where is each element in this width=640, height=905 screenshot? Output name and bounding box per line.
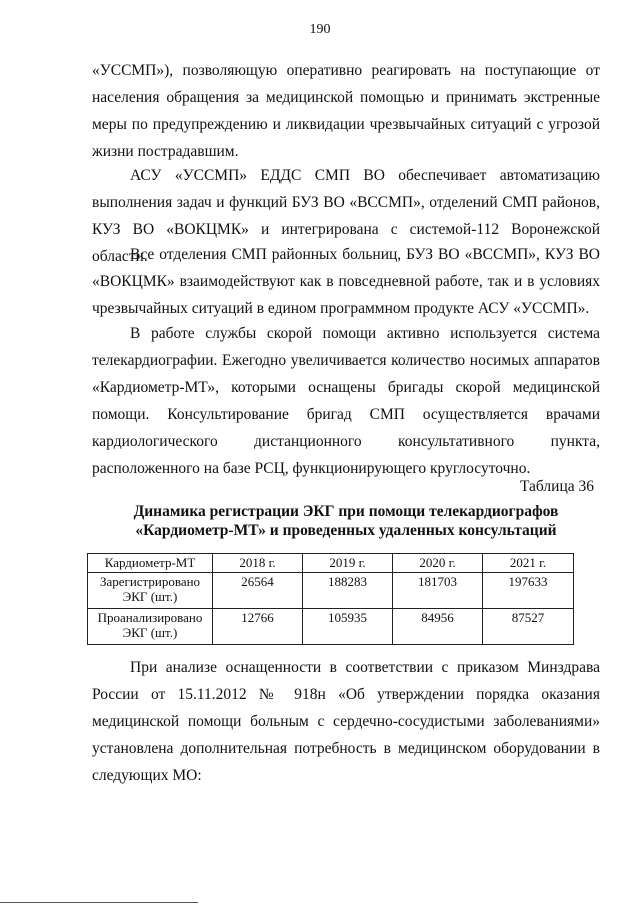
paragraph-2: АСУ «УССМП» ЕДДС СМП ВО обеспечивает автоматизацию выполнения задач и функций БУЗ ВО «ВССМП», отделений СМП районов, КУЗ ВО «ВОКЦМК» и интегрирована с системой-112 Воронежской области. bbox=[92, 167, 600, 265]
table-title-line-2: «Кардиометр-МТ» и проведенных удаленных консультаций bbox=[135, 522, 557, 539]
table-cell: 181703 bbox=[393, 573, 483, 609]
table-header-cell: Кардиометр-МТ bbox=[88, 554, 213, 573]
table-header-row bbox=[88, 554, 574, 573]
table-cell: 188283 bbox=[303, 573, 393, 609]
table-title-line-1: Динамика регистрации ЭКГ при помощи телекардиографов bbox=[133, 503, 559, 520]
paragraph-4: В работе службы скорой помощи активно используется система телекардиографии. Ежегодно увеличивается количество носимых аппаратов «Кардиометр-МТ», которыми оснащены бригады скорой медицинской помощи. Консультирование бригад СМП осуществляется врачами кардиологического дистанционного консультативного пункта, расположенного на базе РСЦ, функционирующего круглосуточно. bbox=[92, 325, 600, 477]
table-cell: 12766 bbox=[213, 609, 303, 645]
table-header-cell: 2018 г. bbox=[213, 554, 303, 573]
table-cell: 26564 bbox=[213, 573, 303, 609]
ecg-table bbox=[87, 553, 574, 645]
table-cell: 197633 bbox=[483, 573, 574, 609]
paragraph-3: Все отделения СМП районных больниц, БУЗ ВО «ВССМП», КУЗ ВО «ВОКЦМК» взаимодействуют как в повседневной работе, так и в условиях чрезвычайных ситуаций в едином программном продукте АСУ «УССМП». bbox=[92, 246, 600, 317]
paragraph-1: «УССМП»), позволяющую оперативно реагировать на поступающие от населения обращения за медицинской помощью и принимать экстренные меры по предупреждению и ликвидации чрезвычайных ситуаций с угрозой жизни пострадавшим. bbox=[92, 62, 600, 160]
table-header-cell: 2020 г. bbox=[393, 554, 483, 573]
page-number: 190 bbox=[309, 22, 331, 37]
table-cell: 87527 bbox=[483, 609, 574, 645]
table-cell: 84956 bbox=[393, 609, 483, 645]
paragraph-5: При анализе оснащенности в соответствии с приказом Минздрава России от 15.11.2012 № 918н «Об утверждении порядка оказания медицинской помощи больным с сердечно-сосудистыми заболеваниями» установлена дополнительная потребность в медицинском оборудовании в следующих МО: bbox=[92, 659, 600, 784]
table-title bbox=[60, 502, 632, 540]
table-row bbox=[88, 573, 574, 609]
table-cell: Проанализировано ЭКГ (шт.) bbox=[88, 609, 213, 645]
table-cell: 105935 bbox=[303, 609, 393, 645]
table-cell: Зарегистрировано ЭКГ (шт.) bbox=[88, 573, 213, 609]
table-number: Таблица 36 bbox=[519, 478, 594, 495]
table-header-cell: 2019 г. bbox=[303, 554, 393, 573]
table-header-cell: 2021 г. bbox=[483, 554, 574, 573]
table-row bbox=[88, 609, 574, 645]
footnote-divider bbox=[0, 902, 198, 903]
